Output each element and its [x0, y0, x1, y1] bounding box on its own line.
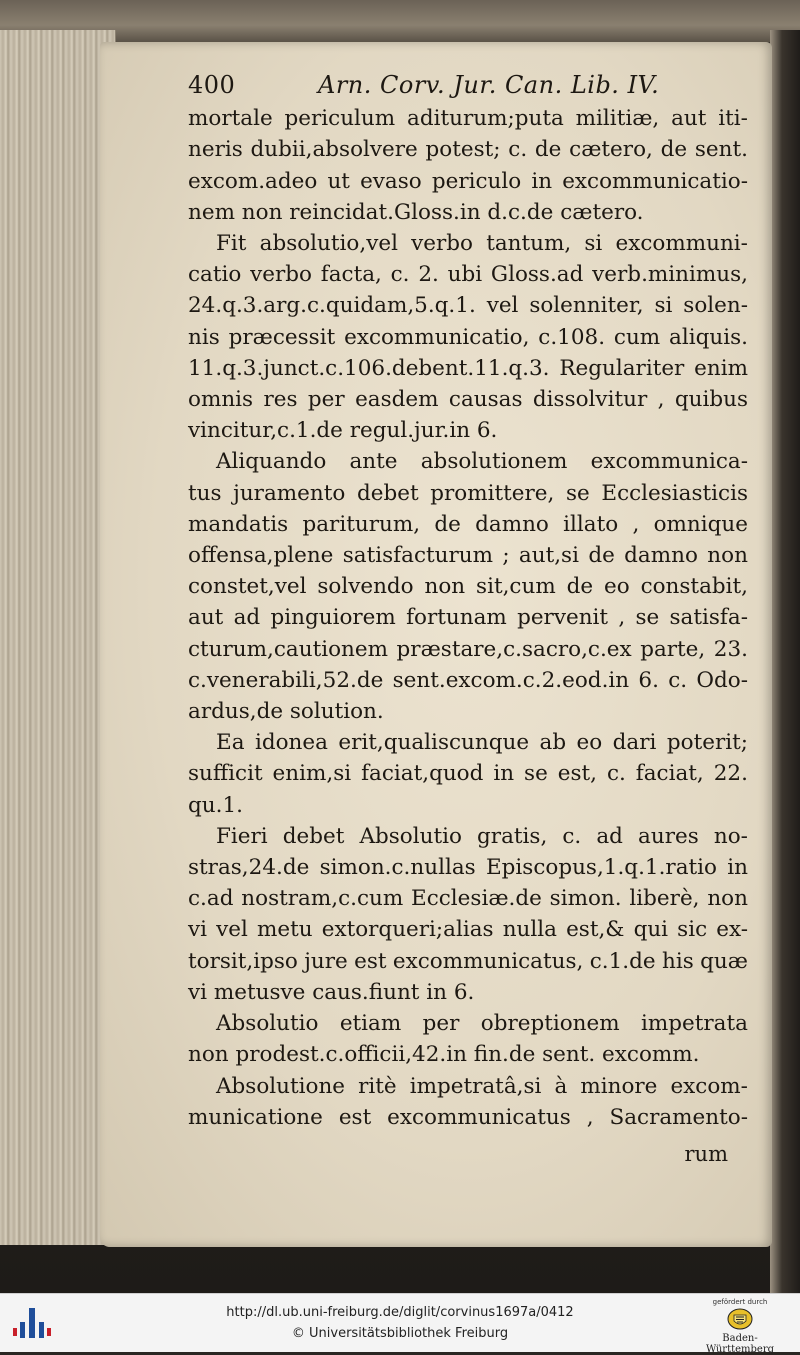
word: verb.minimus, — [592, 262, 748, 288]
word: c. — [508, 137, 528, 163]
word: de — [534, 137, 562, 163]
word: est — [354, 948, 387, 974]
word: dari — [612, 730, 657, 756]
word: c. — [668, 667, 688, 693]
word: in — [727, 855, 748, 881]
word: tantum, — [486, 231, 572, 257]
word: c. — [562, 823, 582, 849]
word: de — [434, 511, 461, 537]
word: 23. — [713, 636, 748, 662]
word: excommunica- — [590, 449, 748, 475]
word: causas — [448, 387, 523, 413]
word: neris — [188, 137, 243, 163]
page-stack-edge — [0, 30, 116, 1245]
word: 6. — [638, 667, 659, 693]
text-line — [188, 914, 748, 945]
word: in — [493, 761, 515, 787]
copyright-text: © Universitätsbibliothek Freiburg — [291, 1326, 509, 1341]
word: si — [584, 231, 603, 257]
word: periculo — [431, 168, 522, 194]
word: ; — [502, 543, 510, 569]
text-line — [188, 259, 748, 290]
word: facta, — [320, 262, 382, 288]
word: c. — [606, 761, 626, 787]
page-header — [188, 70, 748, 101]
page-text — [188, 70, 748, 1170]
word: præstare,c.sacro,c.ex — [396, 636, 632, 662]
word: Absolutione — [216, 1073, 346, 1099]
word: sit,cum — [476, 574, 556, 600]
word: constabit, — [640, 574, 748, 600]
word: solenniter, — [529, 293, 644, 319]
text-line — [188, 1102, 748, 1133]
word: solen- — [683, 293, 748, 319]
word: est — [338, 1104, 372, 1130]
word: mandatis — [188, 511, 289, 537]
word: nulla — [502, 917, 557, 943]
word: aliquis. — [669, 324, 748, 350]
word: gratis, — [477, 823, 548, 849]
word: nis — [188, 324, 220, 350]
word: ex- — [716, 917, 748, 943]
word: de — [660, 137, 688, 163]
text-line — [188, 1071, 748, 1102]
word: 24.q.3.arg.c.quidam,5.q.1. — [188, 293, 476, 319]
word: Gloss.ad — [490, 262, 584, 288]
word: excommunicatio- — [562, 168, 748, 194]
word: tus — [188, 480, 222, 506]
word: etiam — [339, 1011, 402, 1037]
word: se — [524, 761, 548, 787]
word: torsit,ipso — [188, 948, 298, 974]
word: absolutio,vel — [259, 231, 398, 257]
word: absolutionem — [420, 449, 568, 475]
text-line — [188, 322, 748, 353]
word: liberè, — [629, 886, 700, 912]
word: pinguiorem — [270, 605, 396, 631]
word: potest; — [425, 137, 501, 163]
word: excommunicatio, — [344, 324, 530, 350]
text-line-content: non prodest.c.officii,42.in fin.de sent. excomm. — [188, 1042, 700, 1068]
text-line — [188, 727, 748, 758]
word: verbo — [250, 262, 312, 288]
word: debet — [282, 823, 345, 849]
word: obreptionem — [480, 1011, 620, 1037]
book-page — [100, 42, 772, 1247]
text-line-content: vi metusve caus.fiunt in 6. — [188, 979, 475, 1005]
word: sufficit — [188, 761, 263, 787]
word: Ecclesiæ.de — [411, 886, 542, 912]
word: , — [632, 511, 640, 537]
word: dissolvitur — [532, 387, 648, 413]
text-line — [188, 415, 748, 446]
word: , — [618, 605, 626, 631]
word: metu — [257, 917, 313, 943]
word: c.1.de — [589, 948, 656, 974]
text-line — [188, 509, 748, 540]
word: eo — [576, 730, 603, 756]
word: Ea — [216, 730, 245, 756]
word: ubi — [447, 262, 483, 288]
word: 11.q.3.junct.c.106.debent.11.q.3. — [188, 355, 550, 381]
word: omnique — [653, 511, 748, 537]
word: c.ad — [188, 886, 234, 912]
word: ut — [327, 168, 350, 194]
word: ab — [539, 730, 567, 756]
word: easdem — [355, 387, 439, 413]
word: municatione — [188, 1104, 323, 1130]
text-line — [188, 602, 748, 633]
word: aures — [638, 823, 699, 849]
word: 22. — [713, 761, 748, 787]
state-crest-icon — [727, 1308, 753, 1330]
word: pariturum, — [302, 511, 421, 537]
word: faciat, — [635, 761, 704, 787]
word: c.venerabili,52.de — [188, 667, 384, 693]
text-line — [188, 446, 748, 477]
word: se — [565, 480, 590, 506]
word: impetratâ,si — [409, 1073, 542, 1099]
word: simon. — [549, 886, 622, 912]
word: Fieri — [216, 823, 268, 849]
text-line — [188, 166, 748, 197]
word: , — [657, 387, 665, 413]
word: mortale — [188, 106, 273, 132]
word: quibus — [674, 387, 748, 413]
word: se — [635, 605, 660, 631]
word: pervenit — [517, 605, 609, 631]
word: cætero, — [569, 137, 653, 163]
word: impetrata — [641, 1011, 748, 1037]
word: aut — [671, 106, 707, 132]
text-line-content: vincitur,c.1.de regul.jur.in 6. — [188, 418, 498, 444]
word: illato — [563, 511, 619, 537]
word: juramento — [233, 480, 346, 506]
text-line — [188, 571, 748, 602]
word: constet,vel — [188, 574, 307, 600]
text-line — [188, 977, 748, 1008]
word: non — [707, 543, 748, 569]
text-line — [188, 228, 748, 259]
book-top-edge — [0, 0, 800, 42]
word: enim — [694, 355, 748, 381]
word: per — [422, 1011, 460, 1037]
word: præcessit — [228, 324, 336, 350]
text-line — [188, 852, 748, 883]
word: si — [654, 293, 673, 319]
word: vi — [188, 917, 208, 943]
word: sic — [677, 917, 708, 943]
word: à — [554, 1073, 568, 1099]
text-line — [188, 540, 748, 571]
sponsor-block[interactable] — [690, 1298, 790, 1355]
text-line — [188, 197, 748, 228]
word: sent. — [694, 137, 748, 163]
word: de — [566, 574, 594, 600]
text-line — [188, 634, 748, 665]
word: Absolutio — [216, 1011, 319, 1037]
word: offensa,plene — [188, 543, 334, 569]
word: ad — [233, 605, 261, 631]
text-line-content: nem non reincidat.Gloss.in d.c.de cætero. — [188, 199, 644, 225]
text-line — [188, 821, 748, 852]
word: catio — [188, 262, 242, 288]
word: fortunam — [406, 605, 507, 631]
word: iti- — [718, 106, 748, 132]
word: periculum — [284, 106, 396, 132]
text-line — [188, 946, 748, 977]
text-line — [188, 384, 748, 415]
text-line — [188, 103, 748, 134]
word: debet — [356, 480, 419, 506]
word: jure — [304, 948, 348, 974]
page-number: 400 — [188, 71, 236, 99]
document-url[interactable]: http://dl.ub.uni-freiburg.de/diglit/corvinus1697a/0412 — [226, 1305, 574, 1320]
word: per — [307, 387, 345, 413]
sponsor-label: gefördert durch — [712, 1298, 768, 1306]
word: eo — [604, 574, 630, 600]
word: excom.adeo — [188, 168, 318, 194]
word: satisfa- — [669, 605, 748, 631]
word: excom- — [670, 1073, 748, 1099]
word: ritè — [358, 1073, 397, 1099]
word: c.108. — [538, 324, 606, 350]
text-line-content: qu.1. — [188, 792, 243, 818]
word: faciat,quod — [361, 761, 484, 787]
word: minore — [580, 1073, 658, 1099]
word: nostram,c.cum — [241, 886, 404, 912]
word: enim,si — [272, 761, 352, 787]
word: his — [661, 948, 694, 974]
word: vel — [486, 293, 519, 319]
word: excommunicatus — [387, 1104, 571, 1130]
word: dubii,absolvere — [250, 137, 418, 163]
book-right-edge — [770, 30, 800, 1293]
word: ante — [349, 449, 398, 475]
word: no- — [713, 823, 748, 849]
text-line — [188, 478, 748, 509]
word: cum — [613, 324, 661, 350]
word: Ecclesiasticis — [601, 480, 748, 506]
word: Odo- — [696, 667, 748, 693]
word: solvendo — [317, 574, 414, 600]
word: damno — [475, 511, 549, 537]
word: parte, — [640, 636, 706, 662]
word: satisfacturum — [342, 543, 493, 569]
word: Regulariter — [559, 355, 685, 381]
word: , — [586, 1104, 594, 1130]
word: Episcopus,1.q.1.ratio — [485, 855, 717, 881]
text-line — [188, 1039, 748, 1070]
text-lines — [188, 103, 748, 1133]
text-line — [188, 665, 748, 696]
running-title: Arn. Corv. Jur. Can. Lib. IV. — [318, 71, 660, 99]
word: 2. — [418, 262, 439, 288]
word: de — [588, 543, 615, 569]
word: qui — [633, 917, 669, 943]
word: damno — [624, 543, 698, 569]
text-line-content: ardus,de solution. — [188, 699, 384, 725]
word: vel — [216, 917, 248, 943]
word: stras,24.de — [188, 855, 310, 881]
word: Aliquando — [216, 449, 327, 475]
word: excommuni- — [615, 231, 748, 257]
text-line — [188, 1008, 748, 1039]
catchword: rum — [684, 1141, 728, 1166]
text-line — [188, 758, 748, 789]
word: simon.c.nullas — [319, 855, 476, 881]
word: c. — [390, 262, 410, 288]
text-line — [188, 696, 748, 727]
text-line — [188, 353, 748, 384]
word: aditurum;puta — [407, 106, 564, 132]
word: aut,si — [518, 543, 579, 569]
sponsor-name: Baden-Württemberg — [705, 1333, 775, 1355]
word: quæ — [700, 948, 748, 974]
word: poterit; — [666, 730, 748, 756]
word: promittere, — [430, 480, 555, 506]
text-line — [188, 134, 748, 165]
word: Absolutio — [359, 823, 462, 849]
word: aut — [188, 605, 224, 631]
word: excommunicatus, — [392, 948, 584, 974]
word: non — [707, 886, 748, 912]
viewer-footer — [0, 1293, 800, 1355]
word: est,& — [566, 917, 625, 943]
word: Sacramento- — [609, 1104, 748, 1130]
word: verbo — [411, 231, 473, 257]
word: evaso — [360, 168, 422, 194]
word: res — [263, 387, 298, 413]
word: in — [531, 168, 553, 194]
word: est, — [557, 761, 597, 787]
word: militiæ, — [575, 106, 660, 132]
word: extorqueri;alias — [321, 917, 494, 943]
word: omnis — [188, 387, 254, 413]
word: non — [424, 574, 466, 600]
text-line — [188, 290, 748, 321]
word: ad — [596, 823, 623, 849]
word: erit,qualiscunque — [338, 730, 530, 756]
text-line — [188, 883, 748, 914]
word: cturum,cautionem — [188, 636, 388, 662]
word: idonea — [254, 730, 328, 756]
text-line — [188, 790, 748, 821]
word: Fit — [216, 231, 247, 257]
word: sent.excom.c.2.eod.in — [392, 667, 630, 693]
